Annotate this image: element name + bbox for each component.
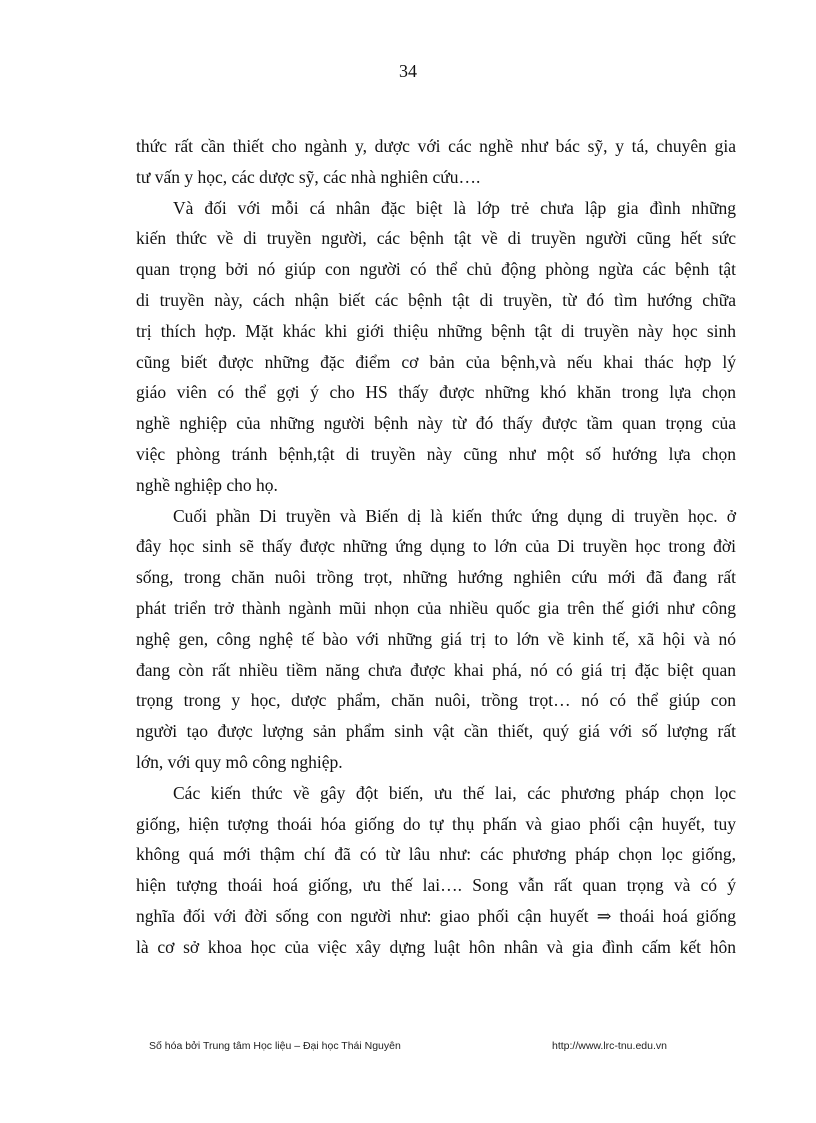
- text-line: sống, trong chăn nuôi trồng trọt, những hướng nghiên cứu mới đã đang rất: [136, 567, 736, 588]
- text-line: đây học sinh sẽ thấy được những ứng dụng to lớn của Di truyền học trong đời: [136, 536, 736, 557]
- text-line: kiến thức về di truyền người, các bệnh tật về di truyền người cũng hết sức: [136, 228, 736, 249]
- paragraph-1: [136, 131, 736, 193]
- footer-url: http://www.lrc-tnu.edu.vn: [552, 1040, 667, 1052]
- text-line: di truyền này, cách nhận biết các bệnh tật di truyền, từ đó tìm hướng chữa: [136, 289, 736, 310]
- text-line: quan trọng bởi nó giúp con người có thể chủ động phòng ngừa các bệnh tật: [136, 259, 736, 280]
- text-line: Và đối với mỗi cá nhân đặc biệt là lớp trẻ chưa lập gia đình những: [173, 197, 736, 218]
- text-line: người tạo được lượng sản phẩm sinh vật cần thiết, quý giá với số lượng rất: [136, 721, 736, 742]
- text-line: nghề nghiệp của những người bệnh này từ đó thấy được tầm quan trọng của: [136, 413, 736, 434]
- text-line: phát triển trở thành ngành mũi nhọn của nhiều quốc gia trên thế giới như công: [136, 597, 736, 618]
- paragraph-4: [136, 778, 736, 963]
- text-line: tư vấn y học, các dược sỹ, các nhà nghiên cứu….: [136, 166, 481, 187]
- text-line: Các kiến thức về gây đột biến, ưu thế lai, các phương pháp chọn lọc: [173, 782, 736, 803]
- footer-source-text: Số hóa bởi Trung tâm Học liệu – Đại học Thái Nguyên: [149, 1040, 401, 1052]
- document-body: [136, 131, 736, 963]
- text-line: cũng biết được những đặc điểm cơ bản của bệnh,và nếu khai thác hợp lý: [136, 351, 736, 372]
- text-line: không quá mới thậm chí đã có từ lâu như: các phương pháp chọn lọc giống,: [136, 844, 736, 865]
- text-line: giáo viên có thể gợi ý cho HS thấy được những khó khăn trong lựa chọn: [136, 382, 736, 403]
- text-line: trị thích hợp. Mặt khác khi giới thiệu những bệnh tật di truyền này học sinh: [136, 320, 736, 341]
- paragraph-2: [136, 193, 736, 501]
- paragraph-3: [136, 501, 736, 778]
- text-line: việc phòng tránh bệnh,tật di truyền này cũng như một số hướng lựa chọn: [136, 443, 736, 464]
- text-line: nghệ gen, công nghệ tế bào với những giá trị to lớn về kinh tế, xã hội và nó: [136, 628, 736, 649]
- text-line: lớn, với quy mô công nghiệp.: [136, 751, 343, 772]
- text-line: trọng trong y học, dược phẩm, chăn nuôi, trồng trọt… nó có thể giúp con: [136, 690, 736, 711]
- text-line: là cơ sở khoa học của việc xây dựng luật hôn nhân và gia đình cấm kết hôn: [136, 936, 736, 957]
- text-line: hiện tượng thoái hoá giống, ưu thế lai…. Song vẫn rất quan trọng và có ý: [136, 875, 736, 896]
- text-line: nghề nghiệp cho họ.: [136, 474, 278, 495]
- text-line: nghĩa đối với đời sống con người như: giao phối cận huyết ⇒ thoái hoá giống: [136, 905, 736, 926]
- page-number: 34: [399, 61, 417, 81]
- text-line: đang còn rất nhiều tiềm năng chưa được khai phá, nó có giá trị đặc biệt quan: [136, 659, 736, 680]
- text-line: thức rất cần thiết cho ngành y, dược với các nghề như bác sỹ, y tá, chuyên gia: [136, 136, 736, 156]
- text-line: giống, hiện tượng thoái hóa giống do tự thụ phấn và giao phối cận huyết, tuy: [136, 813, 736, 834]
- text-line: Cuối phần Di truyền và Biến dị là kiến thức ứng dụng di truyền học. ở: [173, 505, 736, 526]
